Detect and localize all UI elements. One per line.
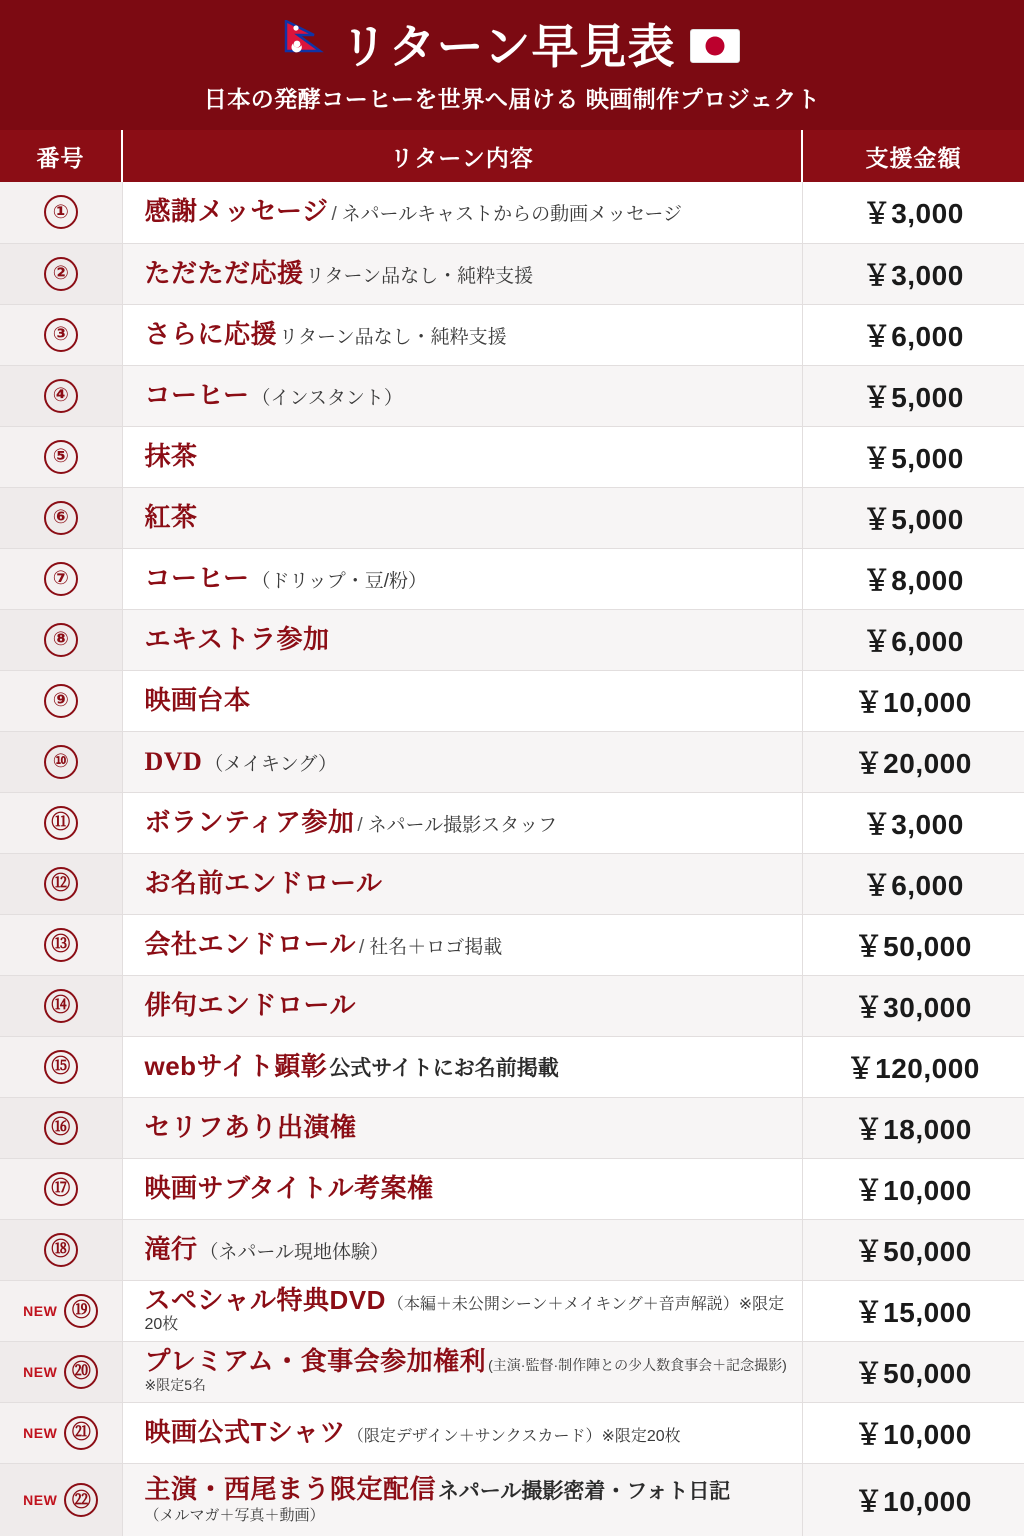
return-title: 映画台本 — [144, 684, 251, 715]
return-title: お名前エンドロール — [144, 867, 383, 898]
row-amount-cell: ￥5,000 — [802, 365, 1024, 426]
row-number-cell — [0, 914, 122, 975]
return-title: コーヒー — [144, 562, 250, 593]
row-number: ② — [44, 257, 78, 291]
return-title: DVD — [144, 746, 203, 776]
return-title: 抹茶 — [144, 440, 198, 471]
return-detail: ネパールキャストからの動画メッセージ — [341, 204, 683, 226]
row-amount-cell: ￥18,000 — [802, 1097, 1024, 1158]
row-description-cell — [122, 487, 802, 548]
return-title: 感謝メッセージ — [144, 196, 329, 227]
row-number: ⑭ — [44, 989, 78, 1023]
row-number: ⑯ — [44, 1111, 78, 1145]
separator: / — [331, 204, 337, 226]
new-badge: NEW — [23, 1363, 58, 1380]
page-title: リターン早見表 — [340, 19, 676, 73]
return-detail: （インスタント） — [251, 387, 403, 409]
row-number: ③ — [44, 318, 78, 352]
row-description-cell — [122, 1097, 802, 1158]
table-row — [0, 853, 1024, 914]
return-detail: (主演·監督·制作陣との少人数食事会＋記念撮影) ※限定5名 — [144, 1357, 787, 1394]
table-body — [0, 182, 1024, 1536]
row-number-cell — [0, 426, 122, 487]
separator: / — [358, 936, 365, 958]
page-header — [0, 0, 1024, 130]
return-title: スペシャル特典DVD — [144, 1285, 386, 1316]
return-detail: ネパール撮影密着・フォト日記 — [438, 1480, 731, 1504]
row-description-cell — [122, 1036, 802, 1097]
table-row — [0, 487, 1024, 548]
return-detail: （限定デザイン＋サンクスカード）※限定20枚 — [347, 1427, 681, 1445]
return-title: プレミアム・食事会参加権利 — [144, 1346, 487, 1377]
row-amount-cell: ￥5,000 — [802, 487, 1024, 548]
row-description-cell — [122, 1280, 802, 1341]
row-amount-cell: ￥6,000 — [802, 304, 1024, 365]
return-title: 映画公式Tシャツ — [144, 1416, 346, 1447]
table-row — [0, 304, 1024, 365]
row-description-cell — [122, 670, 802, 731]
return-title: 映画サブタイトル考案権 — [144, 1172, 434, 1203]
row-description-cell — [122, 1402, 802, 1463]
row-number: ⑱ — [44, 1233, 78, 1267]
row-number-cell — [0, 731, 122, 792]
row-number: ⑧ — [44, 623, 78, 657]
row-amount-cell: ￥120,000 — [802, 1036, 1024, 1097]
row-description-cell — [122, 243, 802, 304]
table-head — [0, 130, 1024, 182]
table-row — [0, 1158, 1024, 1219]
row-amount-cell: ￥15,000 — [802, 1280, 1024, 1341]
row-number: ⑳ — [64, 1355, 98, 1389]
row-number-cell — [0, 487, 122, 548]
row-description-cell — [122, 1219, 802, 1280]
separator: / — [357, 814, 363, 836]
return-title: セリフあり出演権 — [144, 1111, 357, 1142]
return-detail: （ドリップ・豆/粉） — [251, 570, 427, 592]
page-subtitle: 日本の発酵コーヒーを世界へ届ける 映画制作プロジェクト — [203, 86, 821, 112]
return-title: ボランティア参加 — [144, 806, 355, 837]
row-number-cell — [0, 670, 122, 731]
new-badge: NEW — [23, 1424, 58, 1441]
new-badge: NEW — [23, 1302, 58, 1319]
return-title: 滝行 — [144, 1233, 198, 1264]
row-number: ⑥ — [44, 501, 78, 535]
table-row — [0, 182, 1024, 243]
row-number-cell — [0, 1280, 122, 1341]
table-row — [0, 548, 1024, 609]
table-row — [0, 975, 1024, 1036]
row-number: ④ — [44, 379, 78, 413]
row-number: ⑨ — [44, 684, 78, 718]
row-description-cell — [122, 975, 802, 1036]
return-detail: ネパール撮影スタッフ — [367, 814, 558, 836]
table-row — [0, 243, 1024, 304]
row-number-cell — [0, 975, 122, 1036]
return-detail: 公式サイトにお名前掲載 — [329, 1056, 559, 1080]
japan-flag-icon — [690, 29, 740, 63]
row-number: ⑰ — [44, 1172, 78, 1206]
row-amount-cell: ￥10,000 — [802, 670, 1024, 731]
row-description-cell — [122, 548, 802, 609]
row-number-cell — [0, 1402, 122, 1463]
row-number: ⑮ — [44, 1050, 78, 1084]
row-number-cell — [0, 182, 122, 243]
table-row — [0, 792, 1024, 853]
return-title: 紅茶 — [144, 501, 198, 532]
row-number-cell — [0, 1341, 122, 1402]
row-number: ⑬ — [44, 928, 78, 962]
return-detail: （本編＋未公開シーン＋メイキング＋音声解説）※限定20枚 — [144, 1296, 785, 1334]
row-description-cell — [122, 426, 802, 487]
row-description-cell — [122, 609, 802, 670]
row-description-cell — [122, 853, 802, 914]
return-detail-secondary: （メルマガ＋写真＋動画） — [144, 1507, 325, 1525]
table-row — [0, 365, 1024, 426]
row-number-cell — [0, 548, 122, 609]
row-description-cell — [122, 1463, 802, 1536]
row-number-cell — [0, 609, 122, 670]
table-row — [0, 731, 1024, 792]
table-row — [0, 1036, 1024, 1097]
return-detail: （ネパール現地体験） — [199, 1241, 389, 1263]
return-title: コーヒー — [144, 379, 250, 410]
col-header-amount: 支援金額 — [802, 130, 1024, 182]
row-amount-cell: ￥50,000 — [802, 914, 1024, 975]
col-header-no: 番号 — [0, 130, 122, 182]
return-title: 俳句エンドロール — [144, 989, 356, 1020]
nepal-flag-icon — [284, 20, 326, 72]
return-title: 会社エンドロール — [144, 928, 356, 959]
return-title: 主演・西尾まう限定配信 — [144, 1474, 437, 1505]
row-amount-cell: ￥8,000 — [802, 548, 1024, 609]
row-description-cell — [122, 731, 802, 792]
row-number: ⑦ — [44, 562, 78, 596]
row-amount-cell: ￥3,000 — [802, 243, 1024, 304]
row-number-cell — [0, 1097, 122, 1158]
row-number: ⑪ — [44, 806, 78, 840]
row-number: ⑤ — [44, 440, 78, 474]
row-amount-cell: ￥6,000 — [802, 853, 1024, 914]
row-amount-cell: ￥3,000 — [802, 182, 1024, 243]
table-row — [0, 1402, 1024, 1463]
row-amount-cell: ￥5,000 — [802, 426, 1024, 487]
row-number-cell — [0, 365, 122, 426]
row-amount-cell: ￥50,000 — [802, 1341, 1024, 1402]
return-detail: リターン品なし・純粋支援 — [305, 265, 534, 287]
return-detail: 社名＋ロゴ掲載 — [369, 936, 503, 958]
row-number-cell — [0, 243, 122, 304]
return-title: ただただ応援 — [144, 257, 304, 288]
table-row — [0, 1463, 1024, 1536]
row-number: ㉒ — [64, 1483, 98, 1517]
row-number: ⑲ — [64, 1294, 98, 1328]
row-description-cell — [122, 914, 802, 975]
row-number-cell — [0, 1036, 122, 1097]
row-number-cell — [0, 853, 122, 914]
row-number: ⑫ — [44, 867, 78, 901]
table-row — [0, 1280, 1024, 1341]
row-number: ① — [44, 195, 78, 229]
return-detail: リターン品なし・純粋支援 — [279, 326, 507, 348]
row-description-cell — [122, 304, 802, 365]
row-number-cell — [0, 1463, 122, 1536]
row-description-cell — [122, 792, 802, 853]
row-description-cell — [122, 182, 802, 243]
row-description-cell — [122, 365, 802, 426]
return-detail: （メイキング） — [204, 753, 337, 775]
row-amount-cell: ￥6,000 — [802, 609, 1024, 670]
col-header-desc: リターン内容 — [122, 130, 802, 182]
row-number: ㉑ — [64, 1416, 98, 1450]
title-row — [284, 20, 739, 72]
new-badge: NEW — [23, 1492, 58, 1508]
return-title: さらに応援 — [144, 318, 278, 349]
table-row — [0, 609, 1024, 670]
row-number: ⑩ — [44, 745, 78, 779]
return-title: エキストラ参加 — [144, 623, 330, 654]
row-amount-cell: ￥10,000 — [802, 1463, 1024, 1536]
header-row — [0, 130, 1024, 182]
row-amount-cell: ￥10,000 — [802, 1158, 1024, 1219]
row-amount-cell: ￥30,000 — [802, 975, 1024, 1036]
returns-table — [0, 130, 1024, 1536]
table-row — [0, 914, 1024, 975]
table-row — [0, 1219, 1024, 1280]
table-row — [0, 426, 1024, 487]
table-row — [0, 1341, 1024, 1402]
row-number-cell — [0, 1219, 122, 1280]
row-number-cell — [0, 1158, 122, 1219]
row-description-cell — [122, 1158, 802, 1219]
table-row — [0, 670, 1024, 731]
row-amount-cell: ￥10,000 — [802, 1402, 1024, 1463]
row-amount-cell: ￥3,000 — [802, 792, 1024, 853]
row-number-cell — [0, 304, 122, 365]
return-title: webサイト顕彰 — [144, 1050, 328, 1081]
table-row — [0, 1097, 1024, 1158]
row-amount-cell: ￥20,000 — [802, 731, 1024, 792]
row-number-cell — [0, 792, 122, 853]
row-description-cell — [122, 1341, 802, 1402]
row-amount-cell: ￥50,000 — [802, 1219, 1024, 1280]
